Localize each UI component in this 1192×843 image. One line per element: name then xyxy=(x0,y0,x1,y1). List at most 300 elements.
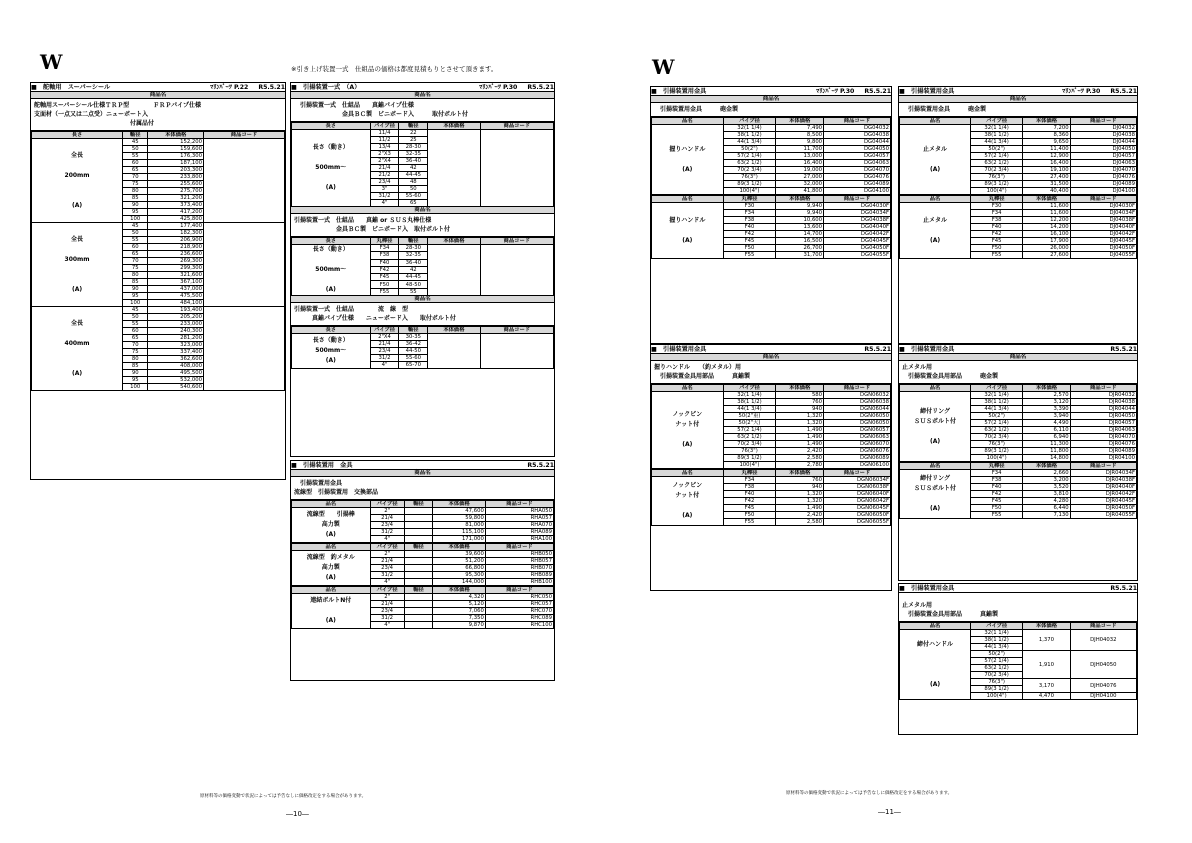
pipe-size: 38(1 1/2) xyxy=(971,132,1023,139)
price: 321,200 xyxy=(148,195,204,202)
pipe-size: 76(3") xyxy=(723,174,776,181)
shaft-size: 90 xyxy=(123,202,148,209)
item-label: 連結ボルトN付 (A) xyxy=(292,594,371,629)
product-code: RHC089 xyxy=(485,615,553,622)
product-code: DJ04045F xyxy=(1070,238,1136,245)
price: 8,360 xyxy=(1023,132,1070,139)
price: 1,320 xyxy=(776,491,824,498)
pipe-size: F40 xyxy=(370,259,399,266)
col-honkakaku: 本体価格 xyxy=(428,238,480,245)
shaft-size: 30-35 xyxy=(399,334,428,341)
price: 417,200 xyxy=(148,209,204,216)
pipe-size: F34 xyxy=(370,245,399,252)
pipe-size: 89(3 1/2) xyxy=(971,686,1023,693)
price: 580 xyxy=(776,392,824,399)
shaft-size xyxy=(404,579,433,586)
pipe-size: 4" xyxy=(370,579,404,586)
header-row xyxy=(900,623,1137,630)
price: 1,370 xyxy=(1023,630,1070,651)
col-nagasa: 長さ xyxy=(292,327,371,334)
price: 6,110 xyxy=(1023,427,1070,434)
pipe-size: 2" xyxy=(370,551,404,558)
pipe-size: 57(2 1/4) xyxy=(971,658,1023,665)
col-honkakaku: 本体価格 xyxy=(776,196,824,203)
price: 32,000 xyxy=(776,181,824,188)
price: 532,000 xyxy=(148,377,204,384)
pipe-size: 21/4 xyxy=(370,558,404,565)
product-code: DJH04032 xyxy=(1070,630,1136,651)
col-pipe: パイプ径 xyxy=(370,327,399,334)
price: 203,300 xyxy=(148,167,204,174)
product-code: RHC057 xyxy=(485,601,553,608)
pipe-size: 70(2 3/4) xyxy=(723,441,776,448)
col-code: 商品コード xyxy=(1070,623,1136,630)
shaft-size: 65-70 xyxy=(399,362,428,369)
price: 144,000 xyxy=(433,579,485,586)
pipe-size: 2"X4 xyxy=(370,334,399,341)
pipe-size: 89(3 1/2) xyxy=(723,181,776,188)
price: 2,580 xyxy=(776,455,824,462)
shaft-size xyxy=(404,515,433,522)
product-name-band: 商品名 xyxy=(899,96,1137,103)
pipe-size: 2"X3 xyxy=(370,151,399,158)
length-label: 長さ（動き） 500mm～ (A) xyxy=(292,245,371,296)
price: 27,000 xyxy=(776,174,824,181)
pipe-size: 4" xyxy=(370,200,399,207)
pipe-size: F55 xyxy=(723,519,776,526)
shaft-size xyxy=(404,622,433,629)
price: 11,400 xyxy=(1023,146,1070,153)
col-code: 商品コード xyxy=(824,470,891,477)
pipe-size: 63(2 1/2) xyxy=(971,665,1023,672)
pipe-size: 100(4") xyxy=(723,188,776,195)
col-jikukei: 軸径 xyxy=(399,238,428,245)
price: 47,600 xyxy=(433,508,485,515)
pipe-size: F42 xyxy=(723,498,776,505)
product-name-band: 商品名 xyxy=(291,296,554,303)
price: 9,870 xyxy=(433,622,485,629)
price: 940 xyxy=(776,406,824,413)
pipe-size: 100(4") xyxy=(723,462,776,469)
footer-note: 原材料等の価格変動で状況によっては予告なしに価格改定をする場合があります。 xyxy=(200,794,367,799)
section-header xyxy=(651,87,891,96)
price-date: R5.5.21 xyxy=(258,84,285,91)
product-code: DJ04057 xyxy=(1070,153,1136,160)
pipe-size: 76(3") xyxy=(971,679,1023,686)
price: 27,400 xyxy=(1023,174,1070,181)
product-code: DJ04050 xyxy=(1070,146,1136,153)
shaft-size: 32-35 xyxy=(399,252,428,259)
table-row xyxy=(292,508,554,515)
item-label: 締付リング ＳＵＳボルト付 (A) xyxy=(900,392,971,462)
pipe-size: F30 xyxy=(723,203,776,210)
shaft-size xyxy=(404,594,433,601)
col-honkakaku: 本体価格 xyxy=(433,544,485,551)
header-row xyxy=(292,544,554,551)
pipe-size: F40 xyxy=(723,491,776,498)
product-code: DJR04032 xyxy=(1070,392,1136,399)
product-code: DJ04040F xyxy=(1070,224,1136,231)
price: 5,120 xyxy=(433,601,485,608)
pipe-size: F40 xyxy=(971,484,1023,491)
col-code: 商品コード xyxy=(824,385,891,392)
shaft-size: 65 xyxy=(123,167,148,174)
price: 3,810 xyxy=(1023,491,1070,498)
price-date: R5.5.21 xyxy=(1110,585,1137,592)
shaft-size: 55 xyxy=(123,153,148,160)
col-code: 商品コード xyxy=(1070,463,1136,470)
product-code: RHA050 xyxy=(485,508,553,515)
price: 12,200 xyxy=(1023,217,1070,224)
price: 425,800 xyxy=(148,216,204,223)
col-nagasa: 長さ xyxy=(292,238,371,245)
product-code: DJR04076 xyxy=(1070,441,1136,448)
shaft-size xyxy=(404,536,433,543)
pipe-size: F45 xyxy=(971,498,1023,505)
col-pipe: パイプ径 xyxy=(723,385,776,392)
price: 9,800 xyxy=(776,139,824,146)
pipe-size: 32(1 1/4) xyxy=(971,630,1023,637)
shaft-size xyxy=(404,529,433,536)
price: 236,600 xyxy=(148,251,204,258)
grip-handle-table xyxy=(650,86,892,344)
section-title: ■ 引揚装置用金具 xyxy=(899,88,955,95)
price: 3,170 xyxy=(1023,679,1070,693)
product-name-band: 商品名 xyxy=(651,96,891,103)
pipe-size: F45 xyxy=(370,274,399,281)
top-note: ※引き上げ装置一式 仕組品の価格は都度見積もりとさせて頂きます。 xyxy=(291,65,498,73)
shaft-size: 60 xyxy=(123,328,148,335)
col-jikukei: 軸径 xyxy=(399,327,428,334)
price xyxy=(428,130,480,207)
product-code: DJ04063 xyxy=(1070,160,1136,167)
item-label: 締付リング ＳＵＳボルト付 (A) xyxy=(900,470,971,519)
price: 12,900 xyxy=(1023,153,1070,160)
price: 9,650 xyxy=(1023,139,1070,146)
col-hinmei2: 品名 xyxy=(292,501,371,508)
price-date: R5.5.21 xyxy=(864,88,891,95)
price-table xyxy=(651,195,891,259)
price: 14,200 xyxy=(1023,224,1070,231)
section-header xyxy=(899,87,1137,96)
product-code: DG04042F xyxy=(824,231,891,238)
price: 59,800 xyxy=(433,515,485,522)
price: 152,200 xyxy=(148,139,204,146)
product-name-band: 商品名 xyxy=(291,207,554,214)
col-code: 商品コード xyxy=(1070,118,1136,125)
product-code: DJ04050F xyxy=(1070,245,1136,252)
product-code: DGN06044 xyxy=(824,406,891,413)
shaft-size xyxy=(404,565,433,572)
col-honkakaku: 本体価格 xyxy=(433,587,485,594)
price: 408,000 xyxy=(148,363,204,370)
pipe-size: 11/4 xyxy=(370,130,399,137)
header-row xyxy=(32,132,285,139)
col-code: 商品コード xyxy=(824,118,891,125)
price: 2,570 xyxy=(1023,392,1070,399)
pipe-size: F55 xyxy=(370,288,399,295)
shaft-size: 50 xyxy=(123,230,148,237)
product-code: RHA089 xyxy=(485,529,553,536)
pipe-size: 89(3 1/2) xyxy=(723,455,776,462)
price: 437,000 xyxy=(148,286,204,293)
price: 373,400 xyxy=(148,202,204,209)
item-label: ノックピン ナット付 (A) xyxy=(652,477,724,526)
product-code: RHB089 xyxy=(485,572,553,579)
col-jikukei: 軸径 xyxy=(404,544,433,551)
col-hinmei2: 品名 xyxy=(292,544,371,551)
section-header xyxy=(31,83,285,92)
price: 760 xyxy=(776,399,824,406)
pipe-size: 70(2 3/4) xyxy=(971,672,1023,679)
shaft-size: 50 xyxy=(123,314,148,321)
shaft-size: 65 xyxy=(123,251,148,258)
price: 240,300 xyxy=(148,328,204,335)
col-pipe: パイプ径 xyxy=(971,623,1023,630)
price: 31,500 xyxy=(1023,181,1070,188)
product-code: DGN06076 xyxy=(824,448,891,455)
price: 19,100 xyxy=(1023,167,1070,174)
price xyxy=(428,334,480,369)
price: 3,120 xyxy=(1023,399,1070,406)
knock-pin-table xyxy=(650,344,892,591)
pipe-size: F30 xyxy=(971,203,1023,210)
product-description: 止メタル用 引揚装置金具用部品 真鍮製 xyxy=(899,599,1137,622)
pipe-size: F38 xyxy=(370,252,399,259)
shaft-size: 60 xyxy=(123,244,148,251)
shaft-size: 80 xyxy=(123,188,148,195)
price: 11,700 xyxy=(776,146,824,153)
pipe-size: 44(1 3/4) xyxy=(971,406,1023,413)
pipe-size: F50 xyxy=(971,245,1023,252)
product-code: DGN06089 xyxy=(824,455,891,462)
pipe-size: 21/4 xyxy=(370,515,404,522)
price-date: R5.5.21 xyxy=(1110,88,1137,95)
price: 281,200 xyxy=(148,335,204,342)
pipe-size: 31/2 xyxy=(370,193,399,200)
price: 95,300 xyxy=(433,572,485,579)
price: 484,100 xyxy=(148,300,204,307)
catalog-page-ref: ﾏﾘﾝﾊﾟｰﾂ P.30 xyxy=(1062,88,1101,95)
product-code: DG04032 xyxy=(824,125,891,132)
price: 159,600 xyxy=(148,146,204,153)
table-row xyxy=(900,470,1137,477)
product-code: DJR04038F xyxy=(1070,477,1136,484)
price: 81,000 xyxy=(433,522,485,529)
pipe-size: F34 xyxy=(971,470,1023,477)
pipe-size: 32(1 1/4) xyxy=(971,392,1023,399)
price: 2,580 xyxy=(776,519,824,526)
product-description: 舵軸用スーパーシール仕様ＴＲＰ型 ＦＲＰパイプ仕様 支面材（一点又は二点受）ニューボート入 付属品付 xyxy=(31,99,285,131)
pipe-size: 23/4 xyxy=(370,179,399,186)
shaft-size: 28-30 xyxy=(399,144,428,151)
product-code: DG04040F xyxy=(824,224,891,231)
section-header xyxy=(291,461,554,470)
col-pipe: パイプ径 xyxy=(370,123,399,130)
pipe-size: 63(2 1/2) xyxy=(723,160,776,167)
pipe-size: 44(1 3/4) xyxy=(971,139,1023,146)
company-logo: W xyxy=(652,55,672,79)
item-label: 締付ハンドル (A) xyxy=(900,630,971,700)
product-code xyxy=(480,334,553,369)
product-code: DJ04055F xyxy=(1070,252,1136,259)
product-code: DJH04050 xyxy=(1070,651,1136,679)
length-label: 長さ（動き） 500mm～ (A) xyxy=(292,130,371,207)
pipe-size: 23/4 xyxy=(370,522,404,529)
col-hinmei2: 品名 xyxy=(652,470,724,477)
col-hinmei2: 品名 xyxy=(900,623,971,630)
pipe-size: 2" xyxy=(370,594,404,601)
price-table xyxy=(899,384,1137,462)
shaft-size: 22 xyxy=(399,130,428,137)
pipe-size: 32(1 1/4) xyxy=(723,392,776,399)
shaft-size: 70 xyxy=(123,174,148,181)
price: 13,600 xyxy=(776,224,824,231)
shaft-size: 100 xyxy=(123,216,148,223)
price-table xyxy=(31,131,285,391)
col-hinmei2: 品名 xyxy=(900,196,971,203)
shaft-size: 36-42 xyxy=(399,341,428,348)
product-code: DJR04034F xyxy=(1070,470,1136,477)
pipe-size: 70(2 3/4) xyxy=(723,167,776,174)
price: 177,400 xyxy=(148,223,204,230)
product-code: DG04044 xyxy=(824,139,891,146)
pipe-size: 4" xyxy=(370,536,404,543)
length-label: 全長 300mm (A) xyxy=(32,223,123,307)
price: 2,780 xyxy=(776,462,824,469)
price-table xyxy=(899,117,1137,195)
col-maru: 丸棒径 xyxy=(971,463,1023,470)
section-title: ■ 引揚装置用金具 xyxy=(651,88,707,95)
section-title: ■ 引揚装置用金具 xyxy=(651,346,707,353)
section-header xyxy=(651,345,891,354)
product-description: 引揚装置一式 仕組品 流 線 型 真鍮パイプ仕様 ニューボード入 取付ボルト付 xyxy=(291,303,554,326)
pipe-size: 23/4 xyxy=(370,565,404,572)
shaft-size: 48-50 xyxy=(399,281,428,288)
price: 13,000 xyxy=(776,153,824,160)
pipe-size: 11/2 xyxy=(370,137,399,144)
clamp-handle-table xyxy=(898,583,1138,735)
price: 27,600 xyxy=(1023,252,1070,259)
product-code: DJ04034F xyxy=(1070,210,1136,217)
product-code: DGN06055F xyxy=(824,519,891,526)
section-title: ■ 引揚装置一式 （A） xyxy=(291,84,361,91)
product-code: DGN06050F xyxy=(824,512,891,519)
pipe-size: 100(4") xyxy=(971,455,1023,462)
shaft-size: 70 xyxy=(123,258,148,265)
pipe-size: 50(2"重) xyxy=(723,413,776,420)
col-code: 商品コード xyxy=(824,196,891,203)
product-code: DGN06040F xyxy=(824,491,891,498)
col-hinmei2: 品名 xyxy=(900,118,971,125)
col-code: 商品コード xyxy=(485,501,553,508)
product-code xyxy=(204,223,285,307)
shaft-size: 36-40 xyxy=(399,158,428,165)
price: 16,400 xyxy=(1023,160,1070,167)
col-maru: 丸棒径 xyxy=(971,196,1023,203)
pipe-size: 38(1 1/2) xyxy=(723,132,776,139)
price: 7,200 xyxy=(1023,125,1070,132)
pipe-size: 2" xyxy=(370,508,404,515)
pipe-size: 31/2 xyxy=(370,615,404,622)
table-row xyxy=(32,223,285,230)
lifting-fitting-table xyxy=(290,460,555,681)
shaft-size: 90 xyxy=(123,370,148,377)
product-code: DJR04089 xyxy=(1070,448,1136,455)
price: 19,000 xyxy=(776,167,824,174)
product-code: RHA100 xyxy=(485,536,553,543)
price: 218,900 xyxy=(148,244,204,251)
price: 16,100 xyxy=(1023,231,1070,238)
shaft-size: 100 xyxy=(123,300,148,307)
shaft-size: 44-50 xyxy=(399,348,428,355)
price: 1,490 xyxy=(776,427,824,434)
pipe-size: F50 xyxy=(971,505,1023,512)
product-code: RHB100 xyxy=(485,579,553,586)
product-code: DJR04100 xyxy=(1070,455,1136,462)
col-honkakaku: 本体価格 xyxy=(776,470,824,477)
col-code: 商品コード xyxy=(480,123,553,130)
pipe-size: 70(2 3/4) xyxy=(971,167,1023,174)
col-jikukei: 軸径 xyxy=(404,501,433,508)
pipe-size: 23/4 xyxy=(370,608,404,615)
product-code: DG04034F xyxy=(824,210,891,217)
price-table xyxy=(899,462,1137,519)
product-code: DGN06070 xyxy=(824,441,891,448)
pipe-size: 21/2 xyxy=(370,172,399,179)
pipe-size: F42 xyxy=(723,231,776,238)
table-row xyxy=(900,125,1137,132)
header-row xyxy=(652,385,891,392)
pipe-size: 76(3") xyxy=(971,174,1023,181)
product-code: RHA057 xyxy=(485,515,553,522)
pipe-size: F45 xyxy=(723,238,776,245)
shaft-size: 42 xyxy=(399,165,428,172)
item-label: 止メタル (A) xyxy=(900,125,971,195)
product-name-band: 商品名 xyxy=(31,92,285,99)
pipe-size: F55 xyxy=(723,252,776,259)
length-label: 全長 200mm (A) xyxy=(32,139,123,223)
product-code: DJR04044 xyxy=(1070,406,1136,413)
clamp-ring-table xyxy=(898,344,1138,581)
col-honkakaku: 本体価格 xyxy=(433,501,485,508)
product-code: DG04050 xyxy=(824,146,891,153)
shaft-size: 50 xyxy=(123,146,148,153)
price: 3,200 xyxy=(1023,477,1070,484)
price: 495,500 xyxy=(148,370,204,377)
price-table xyxy=(651,117,891,195)
shaft-size xyxy=(404,508,433,515)
shaft-size xyxy=(404,572,433,579)
pipe-size: 21/4 xyxy=(370,341,399,348)
product-code xyxy=(204,307,285,391)
price-date: R5.5.21 xyxy=(864,346,891,353)
price: 3,940 xyxy=(1023,413,1070,420)
price: 4,280 xyxy=(1023,498,1070,505)
shaft-size: 44-45 xyxy=(399,274,428,281)
item-label: 握りハンドル (A) xyxy=(652,125,724,195)
item-label: 流線型 釣メタル 高力製 (A) xyxy=(292,551,371,586)
pipe-size: F42 xyxy=(971,491,1023,498)
shaft-size: 50 xyxy=(399,186,428,193)
shaft-size: 45 xyxy=(123,307,148,314)
header-row xyxy=(292,238,554,245)
price: 321,600 xyxy=(148,272,204,279)
pipe-size: 23/4 xyxy=(370,348,399,355)
table-row xyxy=(900,392,1137,399)
footer-note: 原材料等の価格変動で状況によっては予告なしに価格改定をする場合があります。 xyxy=(786,791,953,796)
product-name-band: 商品名 xyxy=(291,92,554,99)
